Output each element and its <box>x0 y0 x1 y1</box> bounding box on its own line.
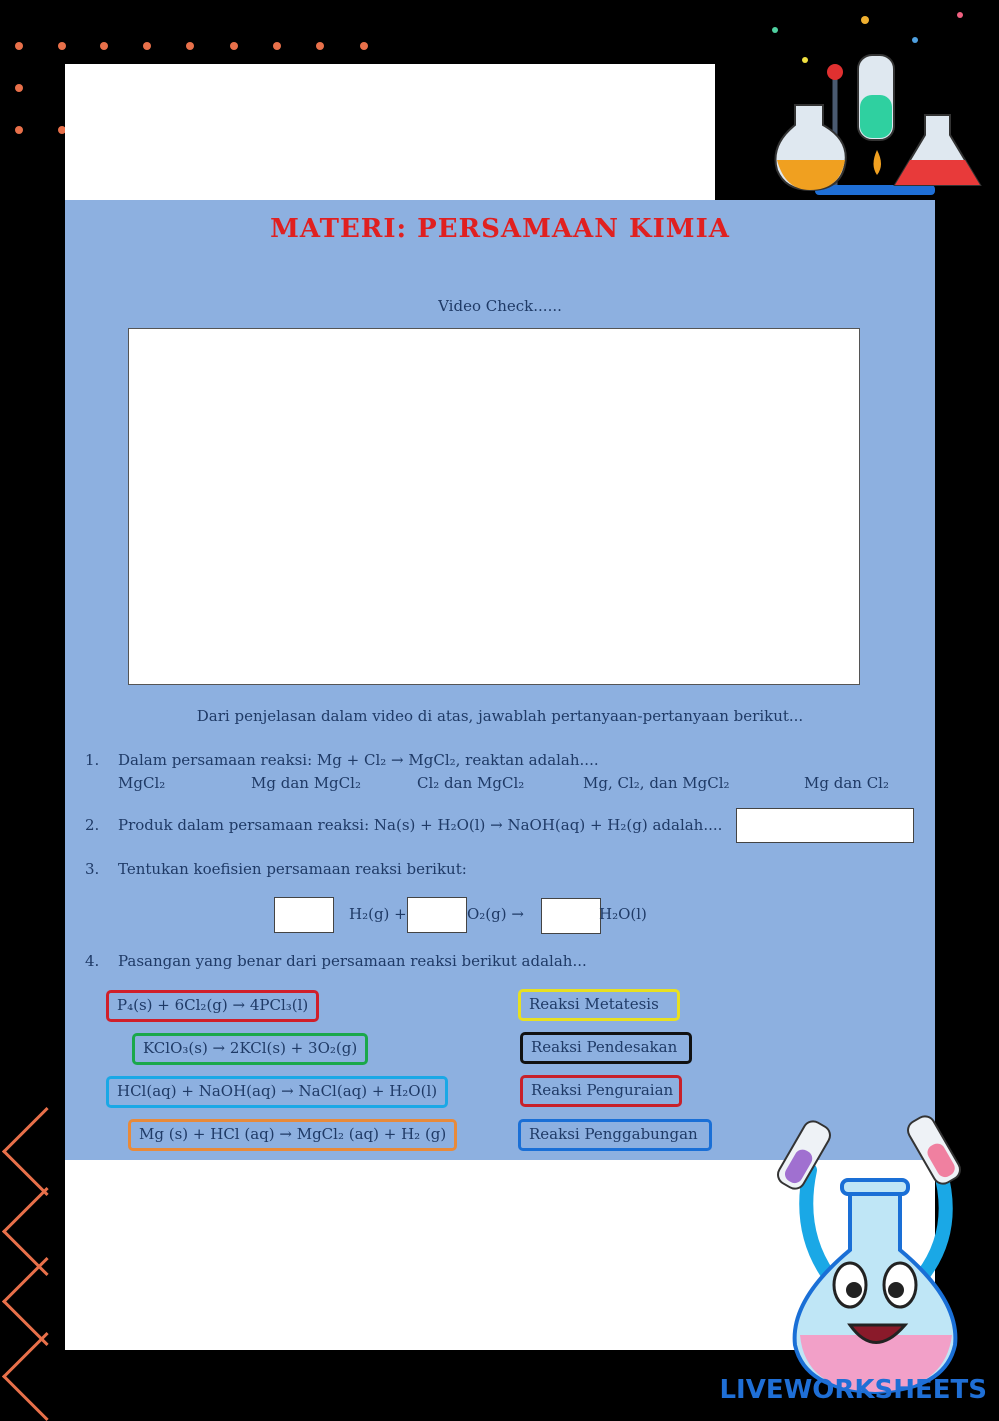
flask-mascot-icon <box>770 1100 980 1400</box>
question-text: Pasangan yang benar dari persamaan reaksi berikut adalah... <box>118 952 587 970</box>
question-number: 4. <box>85 952 100 970</box>
worksheet-panel <box>65 200 935 1160</box>
option-d[interactable]: Mg, Cl₂, dan MgCl₂ <box>583 774 730 792</box>
option-b[interactable]: Mg dan MgCl₂ <box>251 774 361 792</box>
equation-term-1: H₂(g) + <box>349 905 407 923</box>
reaction-type-4[interactable]: Reaksi Penggabungan <box>518 1119 712 1151</box>
coefficient-input-3[interactable] <box>541 898 601 934</box>
option-a[interactable]: MgCl₂ <box>118 774 166 792</box>
question-text: Dalam persamaan reaksi: Mg + Cl₂ → MgCl₂, reaktan adalah.... <box>118 751 599 769</box>
question-number: 3. <box>85 860 100 878</box>
reaction-type-1[interactable]: Reaksi Metatesis <box>518 989 680 1021</box>
reaction-2[interactable]: KClO₃(s) → 2KCl(s) + 3O₂(g) <box>132 1033 368 1065</box>
equation-term-2: O₂(g) → <box>467 905 524 923</box>
coefficient-input-2[interactable] <box>407 897 467 933</box>
lab-glassware-icon <box>715 0 999 200</box>
equation-term-3: H₂O(l) <box>599 905 647 923</box>
instruction-text: Dari penjelasan dalam video di atas, jawablah pertanyaan-pertanyaan berikut... <box>196 707 804 725</box>
reaction-type-2[interactable]: Reaksi Pendesakan <box>520 1032 692 1064</box>
page-title: MATERI: PERSAMAAN KIMIA <box>270 214 730 244</box>
reaction-1[interactable]: P₄(s) + 6Cl₂(g) → 4PCl₃(l) <box>106 990 319 1022</box>
question-text: Tentukan koefisien persamaan reaksi berikut: <box>118 860 467 878</box>
reaction-4[interactable]: Mg (s) + HCl (aq) → MgCl₂ (aq) + H₂ (g) <box>128 1119 457 1151</box>
liveworksheets-logo: LIVEWORKSHEETS <box>719 1375 987 1405</box>
question-number: 1. <box>85 751 100 769</box>
reaction-type-3[interactable]: Reaksi Penguraian <box>520 1075 682 1107</box>
question-text: Produk dalam persamaan reaksi: Na(s) + H₂O(l) → NaOH(aq) + H₂(g) adalah.... <box>118 816 723 834</box>
reaction-3[interactable]: HCl(aq) + NaOH(aq) → NaCl(aq) + H₂O(l) <box>106 1076 448 1108</box>
answer-input-2[interactable] <box>736 808 914 843</box>
option-e[interactable]: Mg dan Cl₂ <box>804 774 889 792</box>
coefficient-input-1[interactable] <box>274 897 334 933</box>
video-check-label: Video Check...... <box>438 297 562 315</box>
video-player[interactable] <box>128 328 860 685</box>
option-c[interactable]: Cl₂ dan MgCl₂ <box>417 774 525 792</box>
question-number: 2. <box>85 816 100 834</box>
